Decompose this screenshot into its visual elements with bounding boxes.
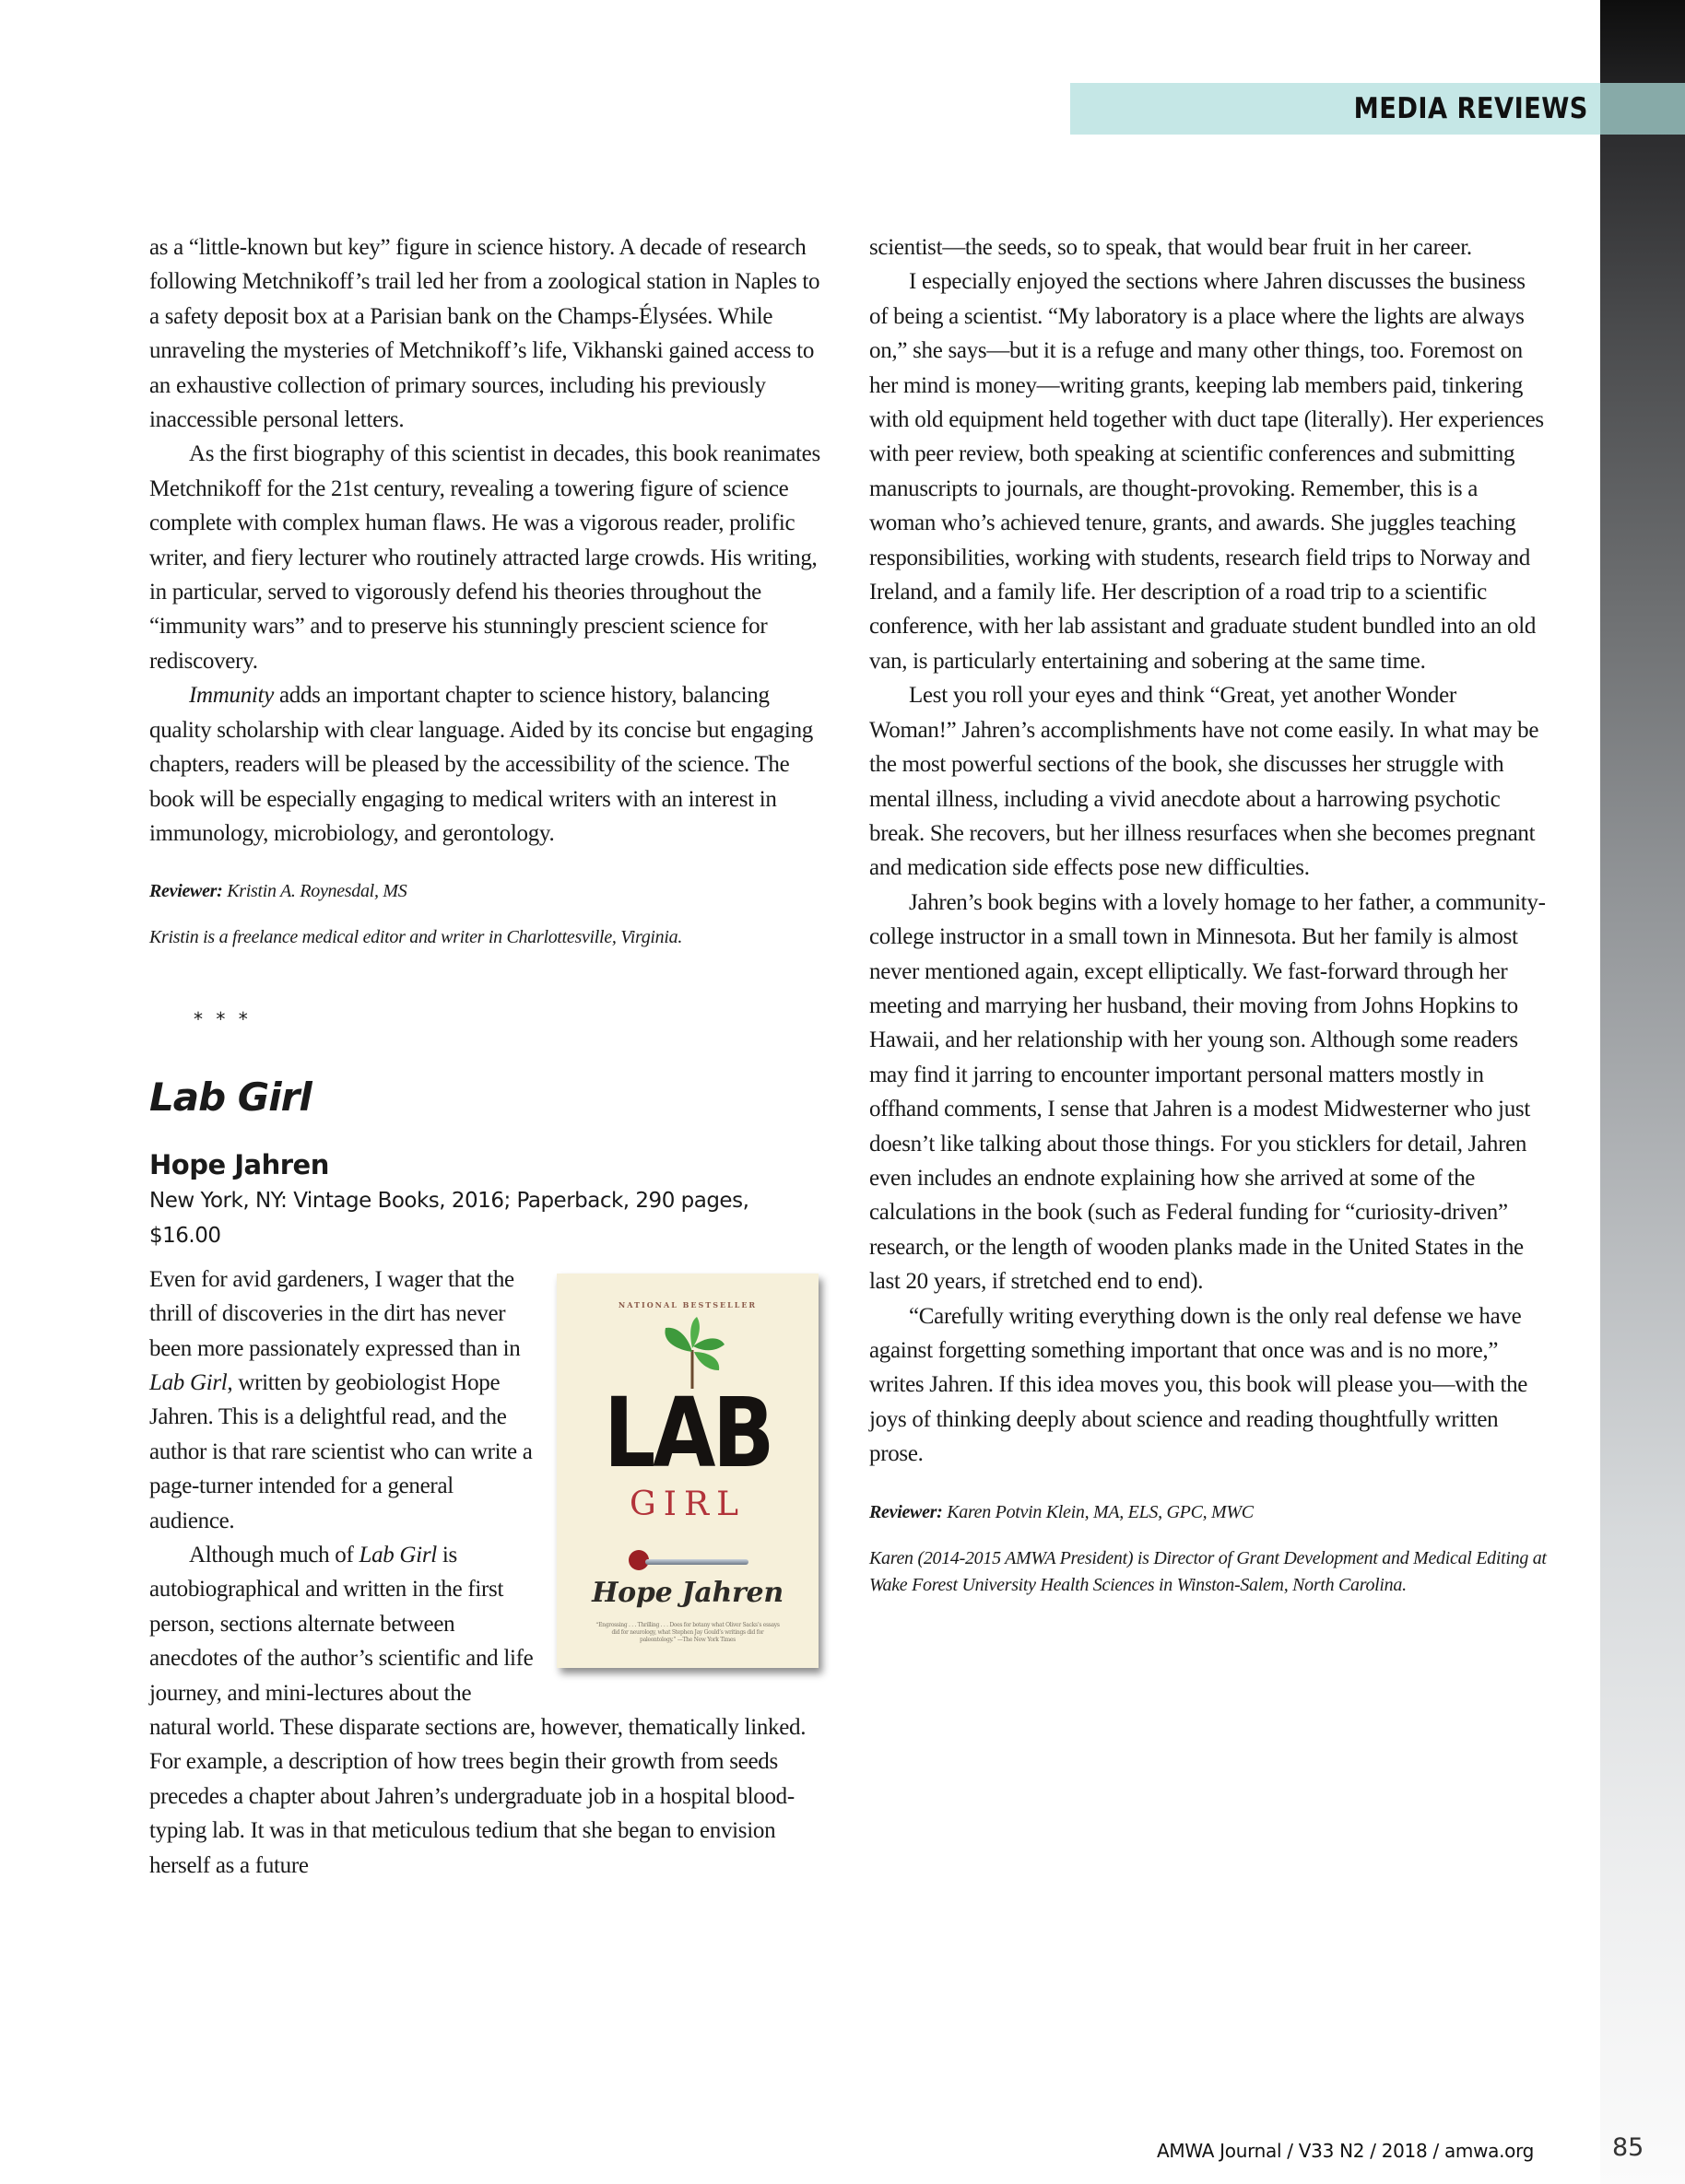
reviewer-name: Kristin A. Roynesdal, MS	[222, 881, 407, 902]
journal-citation: AMWA Journal / V33 N2 / 2018 / amwa.org	[1157, 2140, 1535, 2162]
book-title-italic: Immunity	[189, 683, 275, 709]
left-column	[149, 230, 828, 1883]
reviewer-credit	[149, 878, 828, 904]
book-title-italic: Lab Girl,	[149, 1369, 233, 1395]
section-separator: * * *	[194, 1008, 252, 1031]
book-publication-info: New York, NY: Vintage Books, 2016; Paperback, 290 pages, $16.00	[149, 1188, 749, 1248]
lab-girl-review-paragraph: Lest you roll your eyes and think “Great, yet another Wonder Woman!” Jahren’s accomplishments have not come easily. In what may be the most powerful sections of the book, she discusses her struggle with mental illness, including a vivid anecdote about a harrowing psychotic break. She recovers, but her illness resurfaces when she becomes pregnant and medication side effects pose new difficulties.	[869, 683, 1539, 881]
lab-girl-review-paragraph: Although much of Lab Girl is autobiographical and written in the first person, sections alternate between anecdotes of the author’s scientific and life journey, and mini-lectures about the natural world. These disparate sections are, however, thematically linked. For example, a description of how trees begin their growth from seeds precedes a chapter about Jahren’s undergraduate job in a hospital blood-typing lab. It was in that meticulous tedium that she began to envision herself as a future	[149, 1542, 807, 1878]
right-column	[869, 230, 1548, 1599]
cover-title-bottom: GIRL	[630, 1485, 746, 1523]
reviewer-name: Karen Potvin Klein, MA, ELS, GPC, MWC	[942, 1501, 1254, 1522]
lab-girl-review-paragraph: Even for avid gardeners, I wager that the thrill of discoveries in the dirt has never been more passionately expressed than in Lab Girl, written by geobiologist Hope Jahren. This is a delightful read, and the author is that rare scientist who can write a page-turner intended for a general audience.	[149, 1266, 533, 1533]
section-title: MEDIA REVIEWS	[1353, 92, 1588, 125]
lab-girl-review-start	[149, 1262, 828, 1883]
reviewer-label: Reviewer:	[869, 1501, 943, 1522]
immunity-review-paragraph: as a “little-known but key” figure in science history. A decade of research following Metchnikoff’s trail led her from a zoological station in Naples to a safety deposit box at a Parisian bank on the Champs-Élysées. While unraveling the mysteries of Metchnikoff’s life, Vikhanski gained access to an exhaustive collection of primary sources, including his previously inaccessible personal letters.	[149, 235, 820, 433]
lab-girl-review-paragraph: “Carefully writing everything down is the only real defense we have against forgetting something important that once was and is no more,” writes Jahren. If this idea moves you, this book will please you—with the joys of thinking deeply about science and reading thoughtfully written prose.	[869, 1303, 1528, 1467]
page-number: 85	[1612, 2133, 1644, 2162]
immunity-review-paragraph: Immunity adds an important chapter to science history, balancing quality scholarship with clear language. Aided by its concise but engaging chapters, readers will be pleased by the accessibility of the science. The book will be especially engaging to medical writers with an interest in immunology, microbiology, and gerontology.	[149, 683, 813, 846]
book-title-italic: Lab Girl	[359, 1542, 437, 1568]
page-edge-gradient	[1600, 0, 1685, 2184]
book-cover-image	[557, 1274, 819, 1668]
cover-blurb: “Engrossing . . . Thrilling . . . Does for botany what Oliver Sacks’s essays did for neurology, what Stephen Jay Gould’s writings did for paleontology.” —The New York Times	[595, 1621, 780, 1643]
book-title: Lab Girl	[149, 1074, 312, 1120]
cover-author: Hope Jahren	[592, 1576, 784, 1609]
lab-girl-review-paragraph: scientist—the seeds, so to speak, that would bear fruit in her career.	[869, 235, 1472, 260]
cover-title-top: LAB	[604, 1376, 772, 1489]
reviewer-label: Reviewer:	[149, 881, 223, 902]
lab-girl-review-paragraph: I especially enjoyed the sections where Jahren discusses the business of being a scientist. “My laboratory is a place where the lights are always on,” she says—but it is a refuge and many other things, too. Foremost on her mind is money—writing grants, keeping lab members paid, tinkering with old equipment held together with duct tape (literally). Her experiences with peer review, both speaking at scientific conferences and submitting manuscripts to journals, are thought-provoking. Remember, this is a woman who’s achieved tenure, grants, and awards. She juggles teaching responsibilities, working with students, research field trips to Norway and Ireland, and a family life. Her description of a road trip to a scientific conference, with her lab assistant and graduate student bundled into an old van, is particularly entertaining and sobering at the same time.	[869, 269, 1544, 674]
reviewer-bio: Kristin is a freelance medical editor and writer in Charlottesville, Virginia.	[149, 927, 683, 948]
reviewer-bio: Karen (2014-2015 AMWA President) is Director of Grant Development and Medical Editing at Wake Forest University Health Sciences in Winston-Salem, North Carolina.	[869, 1547, 1547, 1595]
section-header-band-edge	[1600, 83, 1685, 135]
lab-girl-review-paragraph: Jahren’s book begins with a lovely homage to her father, a community-college instructor in a small town in Minnesota. But her family is almost never mentioned again, except elliptically. We fast-forward through her meeting and marrying her husband, their moving from Johns Hopkins to Hawaii, and her relationship with her young son. Although some readers may find it jarring to encounter important personal matters mostly in offhand comments, I sense that Jahren is a modest Midwesterner who just doesn’t like talking about those things. For you sticklers for detail, Jahren even includes an endnote explaining how she arrived at some of the calculations in the book (such as Federal funding for “curiosity-driven” research, or the length of wooden planks made in the United States in the last 20 years, if stretched end to end).	[869, 889, 1546, 1295]
book-author: Hope Jahren	[149, 1148, 329, 1180]
pipette-icon	[645, 1559, 748, 1565]
reviewer-credit	[869, 1499, 1548, 1525]
cover-badge: NATIONAL BESTSELLER	[618, 1299, 758, 1309]
immunity-review-paragraph: As the first biography of this scientist in decades, this book reanimates Metchnikoff for the 21st century, revealing a towering figure of science complete with complex human flaws. He was a vigorous reader, prolific writer, and fiery lecturer who routinely attracted large crowds. His writing, in particular, served to vigorously defend his theories throughout the “immunity wars” and to preserve his stunningly prescient science for rediscovery.	[149, 441, 820, 674]
